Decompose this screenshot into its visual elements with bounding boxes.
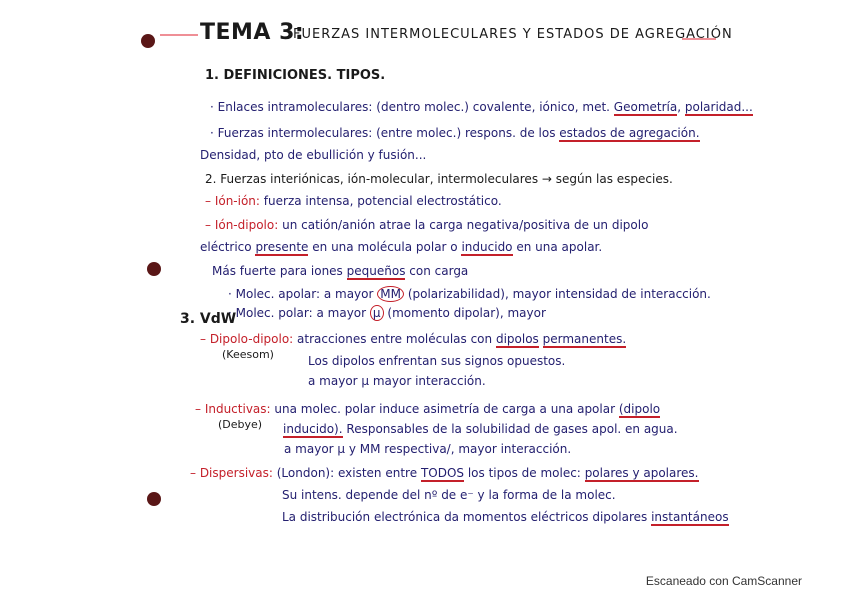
s3-l4-text: una molec. polar induce asimetría de carga a una apolar [274, 402, 616, 416]
s2-l5-mm-circled: MM [377, 286, 404, 302]
s3-l1-dipolos: dipolos [495, 332, 539, 346]
s1-line-3: Densidad, pto de ebullición y fusión... [200, 148, 427, 162]
s2-l5-b: (polarizabilidad), mayor intensidad de interacción. [407, 287, 711, 301]
s2-l3-c: en una apolar. [516, 240, 603, 254]
s2-line-6 [228, 306, 546, 320]
section-3-heading: 3. VdW [180, 311, 237, 327]
s3-debye-note: (Debye) [218, 418, 263, 431]
s3-line-3: a mayor μ mayor interacción. [308, 374, 486, 388]
title-subject: FUERZAS INTERMOLECULARES Y ESTADOS DE AGREGACIÓN [293, 27, 733, 42]
s3-l7-london: (London): [276, 466, 335, 480]
s3-l1-permanentes: permanentes. [542, 332, 627, 346]
s3-line-2: Los dipolos enfrentan sus signos opuestos. [308, 354, 566, 368]
s3-line-9 [282, 510, 729, 524]
title-rule-left [160, 34, 198, 36]
s2-l4-pequenos: pequeños [346, 264, 406, 278]
s2-l3-b: en una molécula polar o [312, 240, 458, 254]
s1-line-2 [210, 126, 700, 140]
s2-l1-text: fuerza intensa, potencial electrostático. [263, 194, 502, 208]
s2-l4-b: con carga [409, 264, 469, 278]
s2-l6-a: · Molec. polar: a mayor [228, 306, 367, 320]
s3-l1-text: atracciones entre moléculas con [297, 332, 493, 346]
s2-l3-a: eléctrico [200, 240, 252, 254]
s3-line-6: a mayor μ y MM respectiva/, mayor interacción. [284, 442, 572, 456]
s3-line-5 [283, 422, 678, 436]
s3-line-7 [190, 466, 699, 480]
s2-l5-a: · Molec. apolar: a mayor [228, 287, 374, 301]
s2-line-3 [200, 240, 602, 254]
s3-l7-b: los tipos de molec: [467, 466, 581, 480]
s3-l7-todos: TODOS [420, 466, 465, 480]
s2-line-2 [205, 218, 648, 232]
s1-l1-polaridad: polaridad... [684, 100, 753, 114]
binder-hole-bottom [147, 492, 161, 506]
s3-l7-polares: polares y apolares. [584, 466, 699, 480]
camscanner-watermark: Escaneado con CamScanner [645, 574, 802, 588]
s2-l3-inducido: inducido [461, 240, 513, 254]
s2-l6-b: (momento dipolar), mayor [387, 306, 546, 320]
s2-l3-presente: presente [255, 240, 309, 254]
s3-line-8: Su intens. depende del nº de e⁻ y la forma de la molec. [282, 488, 616, 502]
s2-line-4 [212, 264, 468, 278]
s3-l4-label: – Inductivas: [195, 402, 271, 416]
s3-l4-dipolo: (dipolo [618, 402, 661, 416]
s3-l9-instantaneos: instantáneos [651, 510, 729, 524]
s2-l2-label: – Ión-dipolo: [205, 218, 279, 232]
s2-l6-mu-circled: μ [370, 305, 384, 321]
s2-l4-a: Más fuerte para iones [212, 264, 343, 278]
s3-l5-inducido: inducido). [283, 422, 343, 436]
s2-line-5 [228, 287, 711, 301]
title-tema: TEMA 3: [200, 20, 305, 45]
s1-l2-text: · Fuerzas intermoleculares: (entre molec.) respons. de los [210, 126, 556, 140]
s3-l5-text: Responsables de la solubilidad de gases apol. en agua. [346, 422, 678, 436]
s2-line-1 [205, 194, 502, 208]
s3-l7-a: existen entre [337, 466, 418, 480]
s3-l7-label: – Dispersivas: [190, 466, 273, 480]
section-2-heading: 2. Fuerzas interiónicas, ión-molecular, intermoleculares → según las especies. [205, 172, 673, 186]
s1-l2-estados: estados de agregación. [559, 126, 700, 140]
s1-l1-geometria: Geometría [613, 100, 678, 114]
s3-line-4 [195, 402, 660, 416]
s3-keesom-note: (Keesom) [222, 348, 274, 361]
s3-l1-label: – Dipolo-dipolo: [200, 332, 294, 346]
s1-l1-text: · Enlaces intramoleculares: (dentro molec.) covalente, iónico, met. [210, 100, 610, 114]
s1-line-1: · Enlaces intramoleculares: (dentro molec.) covalente, iónico, met. Geometría, polaridad... [210, 100, 753, 114]
s2-l2-text: un catión/anión atrae la carga negativa/positiva de un dipolo [282, 218, 649, 232]
s2-l1-label: – Ión-ión: [205, 194, 260, 208]
binder-hole-middle [147, 262, 161, 276]
section-1-heading: 1. DEFINICIONES. TIPOS. [205, 68, 386, 83]
s3-l9-text: La distribución electrónica da momentos eléctricos dipolares [282, 510, 648, 524]
s3-line-1 [200, 332, 626, 346]
binder-hole-top [141, 34, 155, 48]
